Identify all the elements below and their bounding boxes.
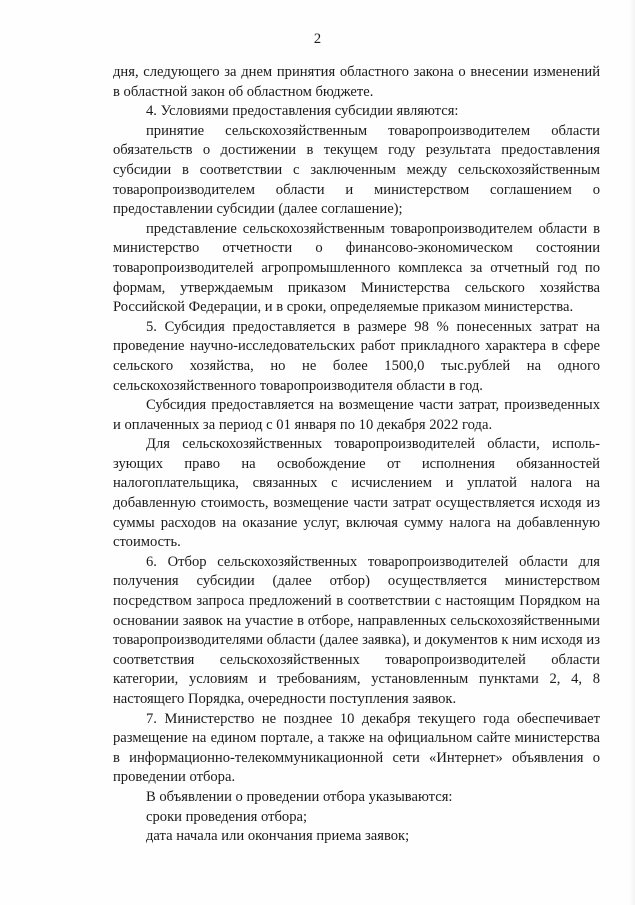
scan-edge-shadow: [629, 0, 635, 905]
paragraph-reimbursement-period: Субсидия предоставляется на возмещение части затрат, произведенных и оплаченных за период с 01 января по 10 декабря 2022 года.: [113, 397, 600, 433]
paragraph-item-4-heading: 4. Условиями предоставления субсидии являются:: [146, 103, 459, 120]
paragraph-item-5: 5. Субсидия предоставляется в размере 98 % понесенных затрат на проведение научно-исследовательских работ прикладного характера в сфере сельского хозяйства, но не более 1500,0 тыс.рублей на одного сельскохозяйственного товаропроизводителя области в год.: [113, 318, 600, 394]
paragraph-item-7: 7. Министерство не позднее 10 декабря текущего года обеспечивает размещение на едином портале, а также на официальном сайте министерства в информационно-телекоммуникационной сети «Интернет» объявления о проведении отбора.: [113, 710, 600, 786]
paragraph-list-item-terms: сроки проведения отбора;: [146, 808, 308, 825]
paragraph-announcement-intro: В объявлении о проведении отбора указываются:: [146, 788, 453, 805]
page-number: 2: [313, 31, 322, 47]
paragraph-vat-exemption: Для сельскохозяйственных товаропроизводителей области, исполь-зующих право на освобождение от исполнения обязанностей налогоплательщика, связанных с исчислением и уплатой налога на добавленную стоимость, возмещение части затрат осуществляется исходя из суммы расходов на оказание услуг, включая сумму налога на добавленную стоимость.: [113, 436, 600, 551]
paragraph-item-6: 6. Отбор сельскохозяйственных товаропроизводителей области для получения субсидии (далее отбор) осуществляется министерством посредством запроса предложений в соответствии с настоящим Порядком на основании заявок на участие в отборе, направленных сельскохозяйственными товаропроизводителями области (далее заявка), и документов к ним исходя из соответствия сельскохозяйственных товаропроизводителей области категории, условиям и требованиям, установленным пунктами 2, 4, 8 настоящего Порядка, очередности поступления заявок.: [113, 553, 600, 707]
document-body: [113, 63, 600, 847]
paragraph-condition-obligations: принятие сельскохозяйственным товаропроизводителем области обязательств о достижении в текущем году результата предоставления субсидии в соответствии с заключенным между сельскохозяйственным товаропроизводителем области и министерством соглашением о предоставлении субсидии (далее соглашение);: [113, 122, 600, 218]
paragraph-continuation: дня, следующего за днем принятия областного закона о внесении изменений в областной закон об областном бюджете.: [113, 64, 600, 100]
paragraph-list-item-dates: дата начала или окончания приема заявок;: [146, 828, 410, 845]
paragraph-condition-reporting: представление сельскохозяйственным товаропроизводителем области в министерство отчетности о финансово-экономическом состоянии товаропроизводителей агропромышленного комплекса за отчетный год по формам, утверждаемым приказом Министерства сельского хозяйства Российской Федерации, и в сроки, определяемые приказом министерства.: [113, 220, 600, 316]
